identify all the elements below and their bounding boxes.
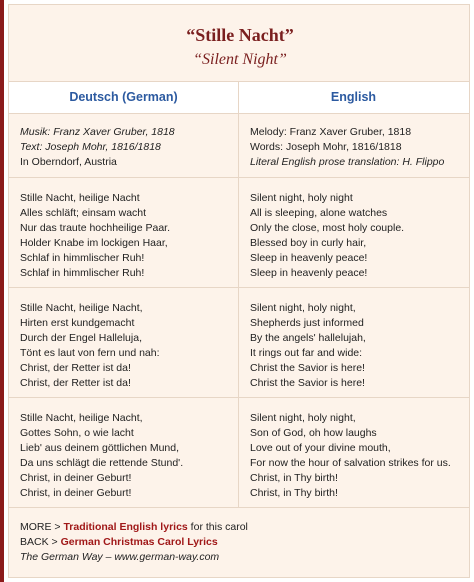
more-suffix: for this carol — [187, 521, 248, 533]
verse-line: Sleep in heavenly peace! — [250, 252, 368, 264]
verse-line: Schlaf in himmlischer Ruh! — [20, 267, 145, 279]
back-line — [20, 535, 248, 550]
verse-line: Christ, der Retter ist da! — [20, 377, 131, 389]
verse-line: Christ, in Thy birth! — [250, 472, 338, 484]
english-credit-line: Literal English prose translation: H. Flippo — [250, 156, 445, 168]
german-credit-line: In Oberndorf, Austria — [20, 156, 117, 168]
german-verse-1 — [20, 191, 170, 281]
traditional-english-lyrics-link[interactable]: Traditional English lyrics — [63, 521, 188, 533]
verse-line: Blessed boy in curly hair, — [250, 237, 367, 249]
verse-line: Hirten erst kundgemacht — [20, 317, 135, 329]
page-subtitle: “Silent Night” — [193, 51, 287, 68]
lyrics-card — [8, 4, 470, 578]
verse-line: Tönt es laut von fern und nah: — [20, 347, 160, 359]
verse-line: It rings out far and wide: — [250, 347, 363, 359]
english-credit-line: Words: Joseph Mohr, 1816/1818 — [250, 141, 402, 153]
back-prefix: BACK > — [20, 536, 61, 548]
verse-line: Stille Nacht, heilige Nacht, — [20, 302, 143, 314]
english-verse-2 — [250, 301, 366, 391]
column-divider — [238, 81, 239, 508]
verse-line: Christ the Savior is here! — [250, 362, 365, 374]
row-divider — [9, 287, 469, 288]
source-credit: The German Way – www.german-way.com — [20, 551, 220, 563]
german-credits — [20, 125, 175, 170]
english-credits — [250, 125, 444, 170]
row-divider — [9, 507, 469, 508]
page-title: “Stille Nacht” — [186, 25, 294, 45]
verse-line: Sleep in heavenly peace! — [250, 267, 368, 279]
verse-line: Stille Nacht, heilige Nacht — [20, 192, 140, 204]
verse-line: Gottes Sohn, o wie lacht — [20, 427, 134, 439]
verse-line: Christ, der Retter ist da! — [20, 362, 131, 374]
verse-line: For now the hour of salvation strikes for us. — [250, 457, 451, 469]
english-verse-3 — [250, 411, 451, 501]
verse-line: Christ, in deiner Geburt! — [20, 472, 132, 484]
more-line — [20, 520, 248, 535]
verse-line: Love out of your divine mouth, — [250, 442, 391, 454]
verse-line: Christ the Savior is here! — [250, 377, 365, 389]
left-accent-bar — [0, 0, 4, 582]
verse-line: Durch der Engel Halleluja, — [20, 332, 142, 344]
verse-line: Christ, in deiner Geburt! — [20, 487, 132, 499]
footer-links — [20, 520, 248, 565]
english-verse-1 — [250, 191, 404, 281]
verse-line: Christ, in Thy birth! — [250, 487, 338, 499]
verse-line: Silent night, holy night — [250, 192, 353, 204]
verse-line: All is sleeping, alone watches — [250, 207, 388, 219]
verse-line: By the angels' hallelujah, — [250, 332, 366, 344]
verse-line: Schlaf in himmlischer Ruh! — [20, 252, 145, 264]
verse-line: Lieb' aus deinem göttlichen Mund, — [20, 442, 180, 454]
verse-line: Stille Nacht, heilige Nacht, — [20, 412, 143, 424]
verse-line: Silent night, holy night, — [250, 412, 356, 424]
column-header-row — [9, 81, 469, 114]
verse-line: Holder Knabe im lockigen Haar, — [20, 237, 168, 249]
english-credit-line: Melody: Franz Xaver Gruber, 1818 — [250, 126, 412, 138]
verse-line: Alles schläft; einsam wacht — [20, 207, 147, 219]
german-column-header: Deutsch (German) — [69, 90, 178, 104]
verse-line: Shepherds just informed — [250, 317, 364, 329]
verse-line: Son of God, oh how laughs — [250, 427, 377, 439]
german-verse-3 — [20, 411, 183, 501]
german-credit-line: Musik: Franz Xaver Gruber, 1818 — [20, 126, 175, 138]
german-credit-line: Text: Joseph Mohr, 1816/1818 — [20, 141, 161, 153]
verse-line: Only the close, most holy couple. — [250, 222, 405, 234]
german-carol-lyrics-link[interactable]: German Christmas Carol Lyrics — [60, 536, 218, 548]
more-prefix: MORE > — [20, 521, 64, 533]
row-divider — [9, 177, 469, 178]
verse-line: Da uns schlägt die rettende Stund'. — [20, 457, 184, 469]
english-column-header: English — [330, 90, 377, 104]
row-divider — [9, 397, 469, 398]
verse-line: Silent night, holy night, — [250, 302, 356, 314]
verse-line: Nur das traute hochheilige Paar. — [20, 222, 171, 234]
german-verse-2 — [20, 301, 160, 391]
